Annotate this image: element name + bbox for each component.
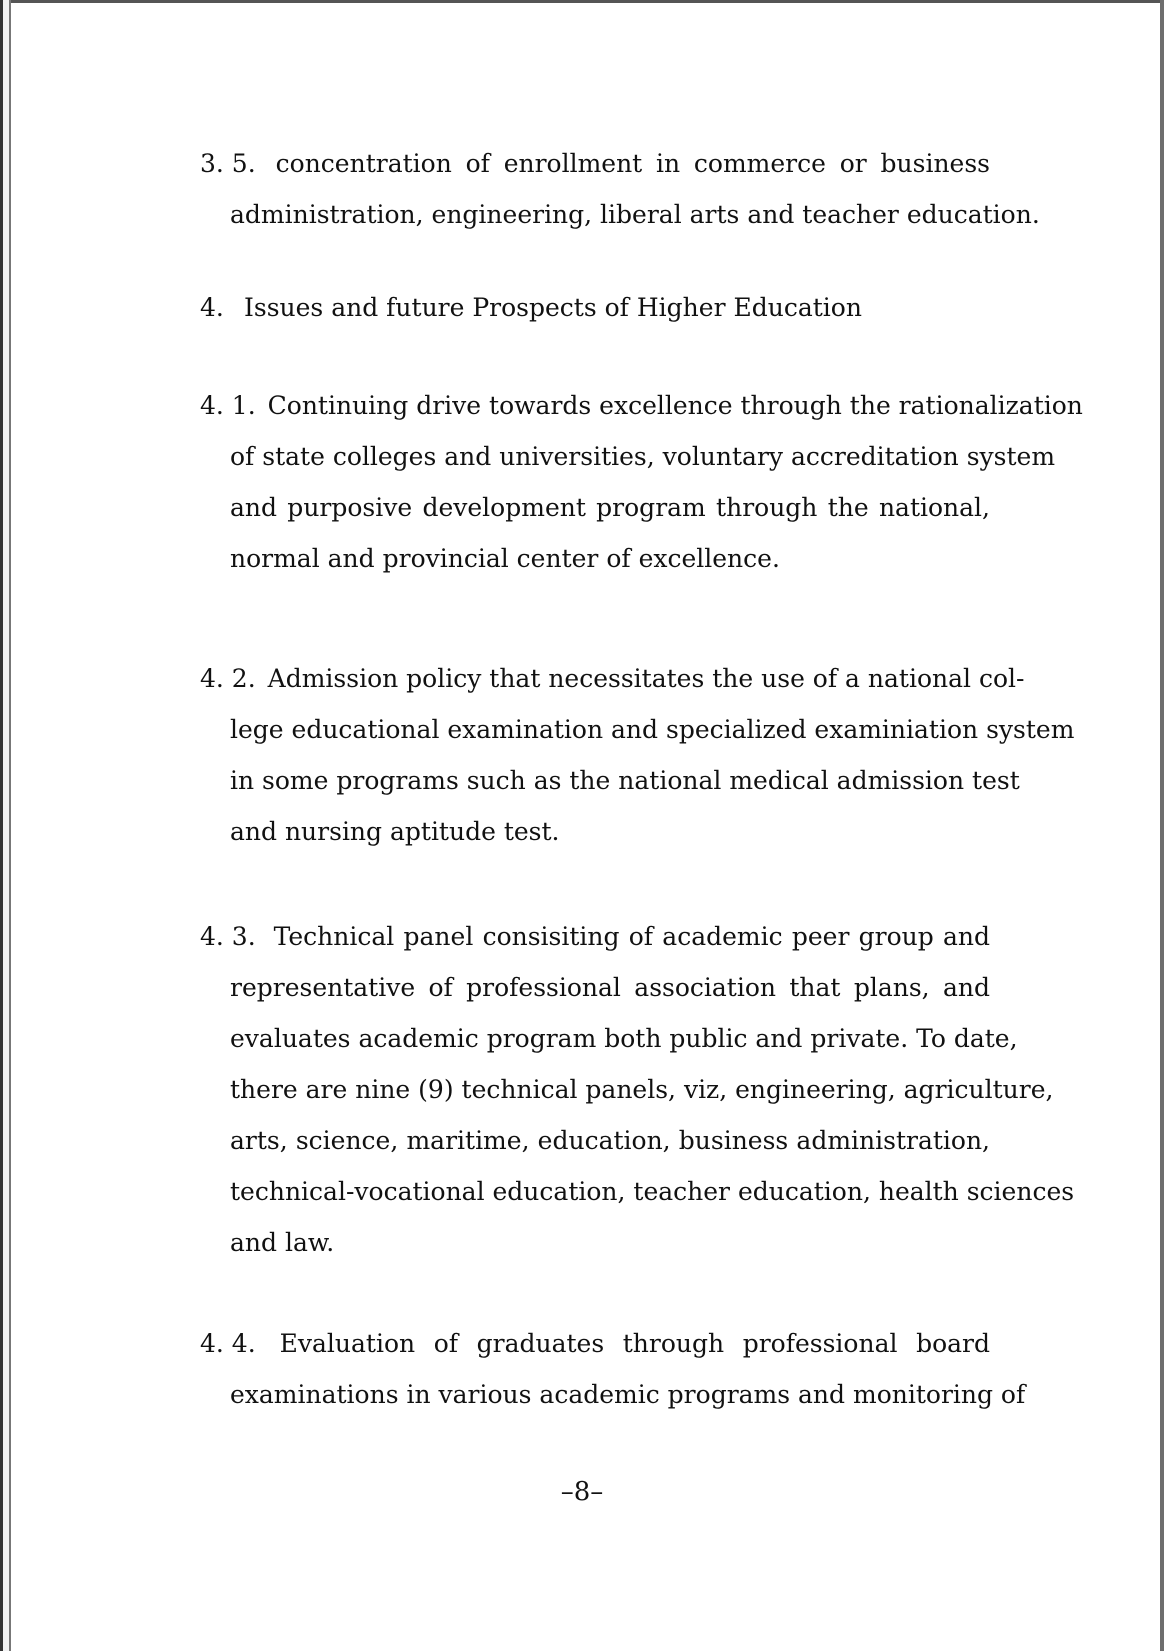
section-4-2 <box>200 653 1075 857</box>
section-4-1-line-2: of state colleges and universities, voluntary accreditation system <box>230 442 1056 471</box>
section-3-5-number: 3. 5. <box>200 149 256 178</box>
page-right-edge <box>1160 0 1164 1651</box>
section-4-heading-line <box>200 282 990 333</box>
page-number: –8– <box>560 1477 604 1507</box>
section-4-3-line-7: and law. <box>230 1228 335 1257</box>
page-top-edge <box>0 0 1164 3</box>
section-4-2-text-1: Admission policy that necessitates the use of a national col- <box>267 664 1025 693</box>
section-4-4-line-2: examinations in various academic programs and monitoring of <box>230 1380 1026 1409</box>
section-4-number: 4. <box>200 293 224 322</box>
section-4-2-line-1 <box>200 653 1025 704</box>
section-4-4-text-1: Evaluation of graduates through professional board <box>279 1329 990 1358</box>
section-4-1-number: 4. 1. <box>200 391 256 420</box>
section-4-title: Issues and future Prospects of Higher Education <box>244 293 862 322</box>
section-4-2-line-4: and nursing aptitude test. <box>230 817 560 846</box>
section-4-1 <box>200 380 1083 584</box>
section-3-5-text-1: concentration of enrollment in commerce or business <box>275 149 990 178</box>
section-4-3-line-6: technical-vocational education, teacher education, health sciences <box>230 1177 1075 1206</box>
section-4-1-line-3: and purposive development program through the national, <box>230 493 990 522</box>
section-4-3-number: 4. 3. <box>200 922 256 951</box>
section-4-2-line-2: lege educational examination and specialized examiniation system <box>230 715 1075 744</box>
section-4-heading <box>200 282 990 333</box>
section-4-4 <box>200 1318 1026 1420</box>
section-4-1-line-4: normal and provincial center of excellence. <box>230 544 780 573</box>
section-4-3-line-2: representative of professional association that plans, and <box>230 973 990 1002</box>
section-4-4-line-1 <box>200 1318 990 1369</box>
section-3-5-line-1 <box>200 138 990 189</box>
section-4-1-line-1 <box>200 380 1083 431</box>
section-4-2-line-3: in some programs such as the national medical admission test <box>230 766 1020 795</box>
section-4-3-line-4: there are nine (9) technical panels, viz, engineering, agriculture, <box>230 1075 1054 1104</box>
section-4-3-text-1: Technical panel consisiting of academic peer group and <box>273 922 990 951</box>
section-4-4-number: 4. 4. <box>200 1329 256 1358</box>
section-4-1-text-1: Continuing drive towards excellence through the rationalization <box>267 391 1083 420</box>
page-left-edge <box>0 0 11 1651</box>
section-4-3-line-5: arts, science, maritime, education, business administration, <box>230 1126 990 1155</box>
section-4-3-line-1 <box>200 911 990 962</box>
section-4-2-number: 4. 2. <box>200 664 256 693</box>
section-3-5 <box>200 138 1040 240</box>
section-4-3 <box>200 911 1075 1268</box>
section-3-5-line-2: administration, engineering, liberal arts and teacher education. <box>230 200 1040 229</box>
section-4-3-line-3: evaluates academic program both public and private. To date, <box>230 1024 1018 1053</box>
